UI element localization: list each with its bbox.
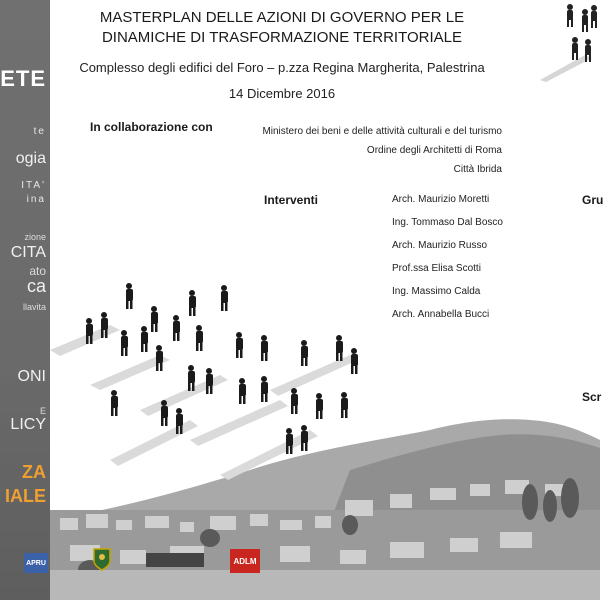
speaker-item: Ing. Massimo Calda [392,286,481,297]
logo-adlm: ADLM [230,549,260,573]
speaker-item: Prof.ssa Elisa Scotti [392,263,481,274]
title-line: MASTERPLAN DELLE AZIONI DI GOVERNO PER LE [99,9,465,26]
speaker-item: Ing. Tommaso Dal Bosco [392,217,503,228]
banner-text: ONI [17,368,46,385]
partner-item: Città Ibrida [453,164,502,175]
cut-off-heading: Gru [582,193,603,207]
walking-people-illustration-small [530,0,600,85]
cut-off-heading: Scr [582,390,602,404]
venue-subtitle: Complesso degli edifici del Foro – p.zza Regina Margherita, Palestrina [79,60,485,75]
banner-text: LICY [10,416,46,433]
municipal-crest-icon [92,547,112,571]
partner-item: Ministero dei beni e delle attività culturali e del turismo [262,126,502,137]
banner-text: ITA' [21,180,46,191]
sponsor-logos [18,545,278,585]
collaboration-label: In collaborazione con [90,120,213,134]
banner-text: ogia [15,150,46,167]
interventi-label: Interventi [264,193,319,207]
logo-apru: APRU [24,553,48,573]
collaboration-list [262,122,502,179]
logo-partner [146,553,204,567]
page-title [62,8,502,48]
banner-text: IALE [4,486,46,506]
banner-text: ato [29,264,46,278]
banner-text: zione [24,232,46,242]
speaker-item: Arch. Maurizio Russo [392,240,488,251]
banner-text: ca [26,276,46,296]
banner-text: E [39,406,46,416]
banner-text: ETE [0,66,46,91]
banner-text: ina [26,194,46,205]
title-line: DINAMICHE DI TRASFORMAZIONE TERRITORIALE [101,29,463,46]
banner-text: te [33,126,46,137]
speaker-item: Arch. Maurizio Moretti [392,194,490,205]
banner-text: CITA [10,244,46,261]
side-banner [0,0,50,600]
banner-text: llavita [22,302,46,312]
event-date: 14 Dicembre 2016 [228,86,336,101]
speaker-item: Arch. Annabella Bucci [392,309,490,320]
banner-text: ZA [22,462,46,482]
partner-item: Ordine degli Architetti di Roma [366,145,502,156]
